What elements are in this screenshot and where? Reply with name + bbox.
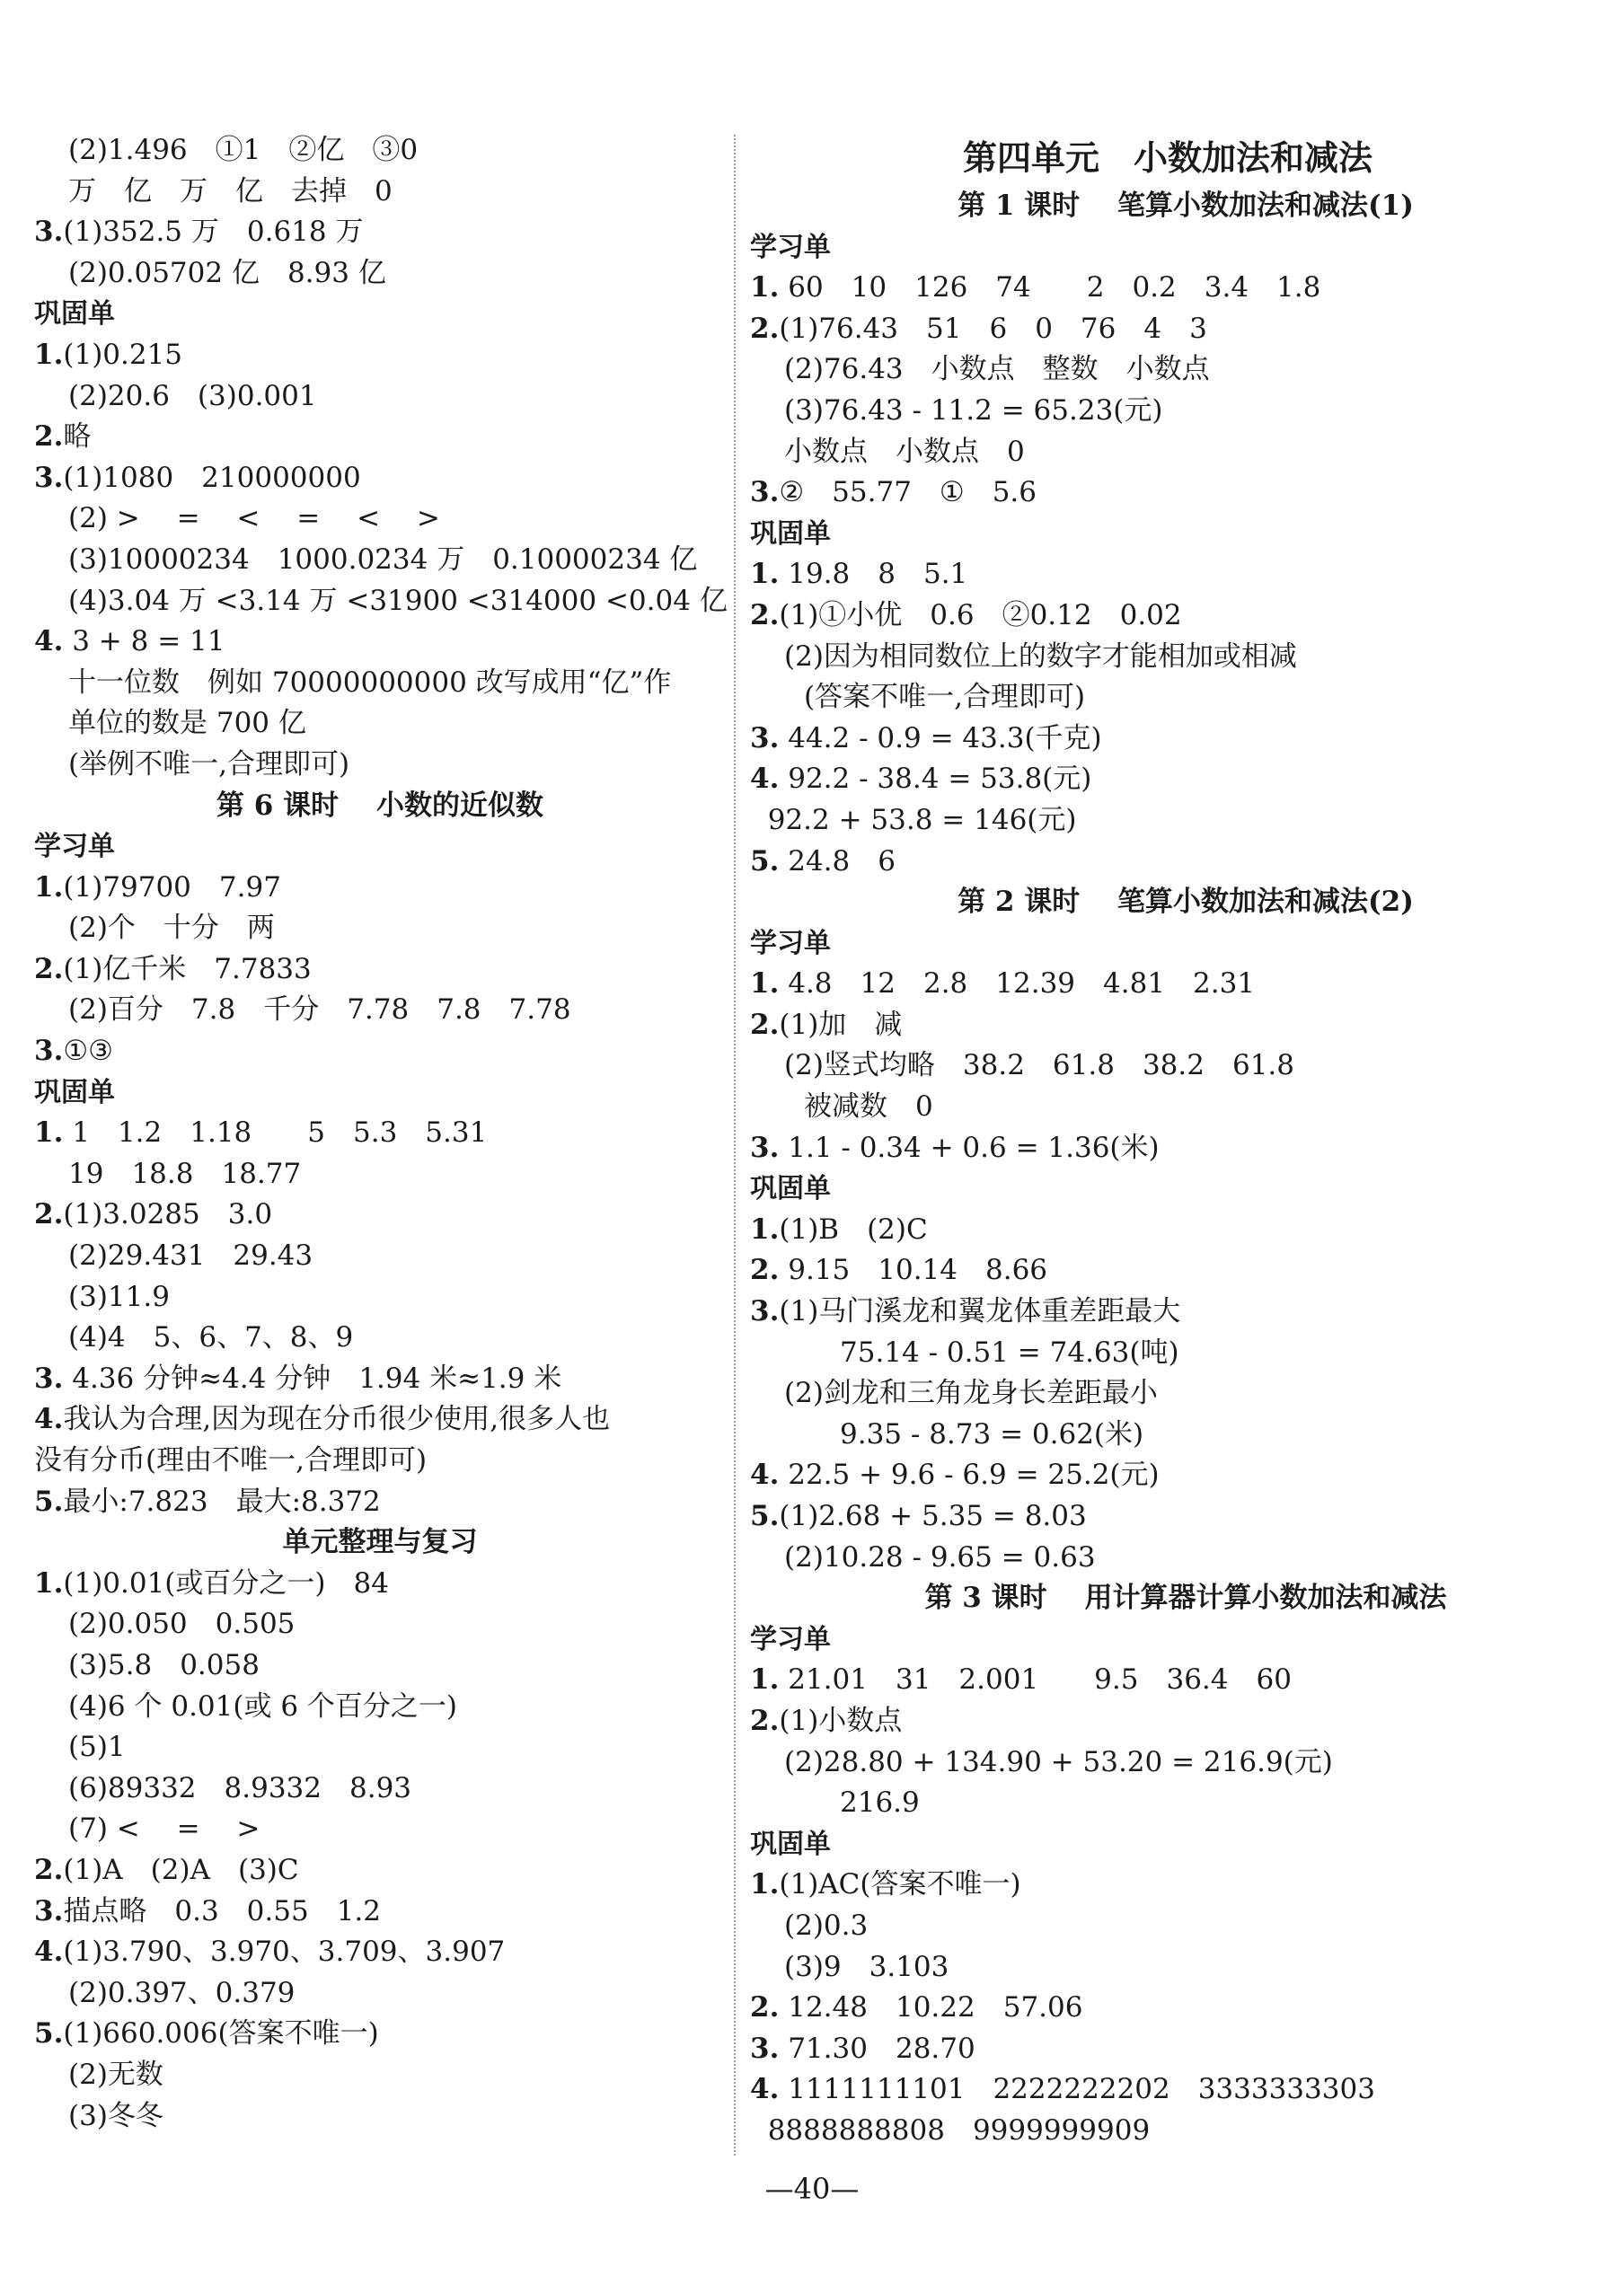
answer-line: (2)0.397、0.379: [68, 1976, 296, 2009]
answer-item: [750, 1660, 1585, 1701]
item-number: 4.: [750, 2073, 780, 2106]
answer-item: [34, 1932, 726, 1973]
lesson-title: 第 2 课时 笔算小数加法和减法(2): [958, 886, 1414, 919]
answer-line: 75.14 - 0.51 = 74.63(吨): [840, 1336, 1179, 1369]
item-text: 92.2 - 38.4 = 53.8(元): [779, 763, 1092, 796]
item-number: 5.: [750, 1500, 780, 1532]
item-number: 4.: [34, 1403, 64, 1436]
item-text: 4.8 12 2.8 12.39 4.81 2.31: [779, 967, 1256, 1001]
lesson-title: 第 3 课时 用计算器计算小数加法和减法: [924, 1582, 1447, 1615]
answer-item: [750, 1865, 1585, 1906]
left-column: [34, 130, 726, 2137]
item-text: 最小:7.823 最大:8.372: [63, 1485, 381, 1518]
answer-item: [34, 1850, 726, 1892]
answer-item: [750, 2069, 1585, 2111]
answer-line: 小数点 小数点 0: [784, 435, 1025, 468]
answer-line: (3)11.9: [68, 1280, 170, 1313]
answer-item: [750, 1455, 1585, 1496]
item-text: 4.36 分钟≈4.4 分钟 1.94 米≈1.9 米: [63, 1362, 562, 1395]
item-text: (1)①小优 0.6 ②0.12 0.02: [779, 598, 1182, 631]
answer-line: (2)1.496 ①1 ②亿 ③0: [68, 134, 419, 166]
item-text: 略: [63, 420, 92, 454]
item-number: 1.: [750, 1868, 780, 1901]
answer-line: 92.2 + 53.8 = 146(元): [750, 803, 1077, 836]
answer-line: 万 亿 万 亿 去掉 0: [68, 174, 393, 207]
answer-line: (2)0.05702 亿 8.93 亿: [68, 256, 386, 289]
answer-line: (2) > = < = < >: [68, 502, 440, 535]
answer-line: 十一位数 例如 70000000000 改写成用“亿”作: [68, 666, 672, 699]
answer-line: 被减数 0: [804, 1090, 933, 1124]
item-text: (1)3.0285 3.0: [63, 1198, 273, 1231]
item-text: 12.48 10.22 57.06: [779, 1991, 1083, 2024]
section-label: 学习单: [750, 231, 831, 263]
item-number: 3.: [750, 1295, 780, 1328]
answer-item: [750, 759, 1585, 800]
lesson-title: 第 1 课时 笔算小数加法和减法(1): [958, 190, 1414, 222]
right-column: [750, 130, 1585, 2152]
answer-item: [34, 212, 726, 253]
item-text: 我认为合理,因为现在分币很少使用,很多人也: [63, 1403, 611, 1436]
section-label: 巩固单: [750, 1828, 831, 1860]
answer-line: (2)0.3: [784, 1909, 869, 1942]
answer-line: (2)无数: [68, 2058, 163, 2091]
item-number: 2.: [34, 1198, 64, 1231]
answer-line: (2)10.28 - 9.65 = 0.63: [784, 1540, 1096, 1574]
answer-line: (6)89332 8.9332 8.93: [68, 1771, 412, 1804]
answer-line: (4)4 5、6、7、8、9: [68, 1321, 354, 1354]
answer-line: (4)6 个 0.01(或 6 个百分之一): [68, 1689, 457, 1723]
answer-item: [34, 1564, 726, 1605]
answer-item: [750, 1496, 1585, 1538]
answer-line: (3)冬冬: [68, 2099, 163, 2132]
item-number: 1.: [750, 1213, 780, 1246]
item-text: 1 1.2 1.18 5 5.3 5.31: [63, 1116, 488, 1150]
item-text: 60 10 126 74 2 0.2 3.4 1.8: [779, 271, 1321, 304]
item-text: (1)0.01(或百分之一) 84: [63, 1566, 389, 1600]
item-text: (1)660.006(答案不唯一): [63, 2017, 379, 2050]
answer-line: (7) < = >: [68, 1812, 260, 1846]
answer-line: (2)个 十分 两: [68, 912, 275, 945]
item-number: 2.: [750, 1008, 780, 1041]
item-text: 44.2 - 0.9 = 43.3(千克): [779, 721, 1102, 754]
answer-item: [750, 554, 1585, 595]
item-number: 4.: [34, 1936, 64, 1969]
item-text: 19.8 8 5.1: [779, 558, 968, 591]
item-number: 2.: [750, 1704, 780, 1737]
item-text: 描点略 0.3 0.55 1.2: [63, 1894, 381, 1927]
item-number: 5.: [34, 2017, 64, 2050]
item-number: 1.: [34, 1566, 64, 1600]
answer-item: [750, 2029, 1585, 2070]
answer-line: (2)因为相同数位上的数字才能相加或相减: [784, 639, 1297, 673]
item-number: 2.: [34, 420, 64, 454]
answer-item: [750, 842, 1585, 883]
item-number: 1.: [750, 967, 780, 1001]
item-number: 2.: [750, 1991, 780, 2024]
answer-line: (2)29.431 29.43: [68, 1239, 313, 1273]
item-text: 21.01 31 2.001 9.5 36.4 60: [779, 1663, 1292, 1697]
answer-line: 8888888808 9999999909: [750, 2113, 1151, 2147]
lesson-title: 第 6 课时 小数的近似数: [216, 789, 543, 822]
answer-item: [34, 1195, 726, 1236]
answer-item: [34, 1359, 726, 1400]
item-text: 71.30 28.70: [779, 2032, 975, 2065]
answer-item: [34, 868, 726, 909]
item-text: (1)B (2)C: [779, 1213, 928, 1246]
item-number: 3.: [34, 216, 64, 249]
answer-item: [34, 335, 726, 376]
item-number: 2.: [750, 312, 780, 345]
item-number: 3.: [750, 721, 780, 754]
answer-item: [750, 1210, 1585, 1251]
item-number: 3.: [750, 2032, 780, 2065]
answer-line: (2)76.43 小数点 整数 小数点: [784, 353, 1210, 386]
answer-item: [750, 1250, 1585, 1292]
answer-item: [750, 1005, 1585, 1046]
answer-item: [34, 1113, 726, 1154]
answer-item: [750, 964, 1585, 1005]
answer-line: 单位的数是 700 亿: [68, 707, 306, 740]
item-number: 4.: [750, 1459, 780, 1492]
answer-item: [750, 268, 1585, 309]
answer-item: [750, 595, 1585, 637]
item-number: 1.: [34, 870, 64, 904]
section-label: 巩固单: [750, 517, 831, 550]
answer-item: [34, 1399, 726, 1441]
item-number: 3.: [750, 1131, 780, 1164]
item-number: 2.: [750, 598, 780, 631]
item-text: (1)AC(答案不唯一): [779, 1868, 1021, 1901]
item-number: 3.: [34, 1362, 64, 1395]
answer-item: [34, 949, 726, 991]
item-text: (1)2.68 + 5.35 = 8.03: [779, 1500, 1087, 1532]
answer-item: [34, 458, 726, 499]
answer-line: 没有分币(理由不唯一,合理即可): [34, 1444, 428, 1477]
answer-item: [750, 719, 1585, 760]
item-number: 3.: [34, 1035, 64, 1068]
item-number: 4.: [34, 625, 64, 658]
answer-line: (2)竖式均略 38.2 61.8 38.2 61.8: [784, 1049, 1295, 1082]
answer-item: [34, 1892, 726, 1933]
item-number: 1.: [750, 558, 780, 591]
item-text: (1)1080 210000000: [63, 461, 361, 494]
item-text: (1)马门溪龙和翼龙体重差距最大: [779, 1295, 1181, 1328]
answer-item: [750, 1701, 1585, 1742]
answer-line: (2)剑龙和三角龙身长差距最小: [784, 1377, 1158, 1410]
answer-line: (举例不唯一,合理即可): [68, 747, 350, 781]
item-text: ①③: [63, 1035, 113, 1068]
answer-line: (3)9 3.103: [784, 1950, 949, 1983]
item-text: (1)352.5 万 0.618 万: [63, 216, 364, 249]
item-text: (1)亿千米 7.7833: [63, 952, 312, 985]
item-number: 2.: [750, 1254, 780, 1287]
item-number: 5.: [750, 844, 780, 878]
section-label: 巩固单: [750, 1173, 831, 1205]
answer-item: [750, 472, 1585, 514]
item-text: (1)76.43 51 6 0 76 4 3: [779, 312, 1207, 345]
answer-item: [34, 1031, 726, 1072]
answer-line: (2)0.050 0.505: [68, 1608, 296, 1641]
answer-line: (答案不唯一,合理即可): [804, 681, 1086, 714]
item-text: 24.8 6: [779, 844, 896, 878]
answer-item: [34, 2014, 726, 2055]
item-text: 1111111101 2222222202 3333333303: [779, 2073, 1375, 2106]
lesson-title: 单元整理与复习: [282, 1526, 478, 1559]
item-text: (1)A (2)A (3)C: [63, 1853, 299, 1886]
answer-line: (5)1: [68, 1731, 126, 1764]
item-text: (1)小数点: [779, 1704, 903, 1737]
answer-item: [34, 622, 726, 663]
item-number: 1.: [34, 1116, 64, 1150]
item-number: 3.: [34, 1894, 64, 1927]
item-number: 1.: [34, 338, 64, 371]
section-label: 巩固单: [34, 298, 115, 331]
item-text: 3 + 8 = 11: [63, 625, 225, 658]
answer-item: [750, 1988, 1585, 2029]
answer-line: (3)10000234 1000.0234 万 0.10000234 亿: [68, 542, 698, 576]
item-text: 9.15 10.14 8.66: [779, 1254, 1048, 1287]
answer-line: 19 18.8 18.77: [68, 1157, 302, 1190]
section-label: 巩固单: [34, 1076, 115, 1108]
item-number: 2.: [34, 1853, 64, 1886]
item-number: 4.: [750, 763, 780, 796]
answer-item: [750, 1292, 1585, 1333]
item-number: 1.: [750, 1663, 780, 1697]
unit-title: 第四单元 小数加法和减法: [962, 137, 1372, 178]
answer-item: [34, 1482, 726, 1523]
item-number: 1.: [750, 271, 780, 304]
answer-line: (3)5.8 0.058: [68, 1648, 260, 1681]
item-number: 2.: [34, 952, 64, 985]
answer-line: 216.9: [840, 1786, 920, 1820]
item-text: (1)79700 7.97: [63, 870, 281, 904]
item-number: 5.: [34, 1485, 64, 1518]
answer-line: 9.35 - 8.73 = 0.62(米): [840, 1417, 1144, 1451]
answer-line: (3)76.43 - 11.2 = 65.23(元): [784, 393, 1163, 427]
item-number: 3.: [34, 461, 64, 494]
section-label: 学习单: [34, 831, 115, 863]
section-label: 学习单: [750, 1623, 831, 1655]
answer-line: (2)20.6 (3)0.001: [68, 379, 317, 412]
item-text: (1)加 减: [779, 1008, 903, 1041]
column-divider: [734, 135, 736, 2156]
answer-item: [34, 417, 726, 458]
answer-item: [750, 309, 1585, 350]
section-label: 学习单: [750, 927, 831, 959]
item-text: ② 55.77 ① 5.6: [779, 476, 1037, 509]
item-number: 3.: [750, 476, 780, 509]
item-text: (1)0.215: [63, 338, 183, 371]
answer-line: (2)百分 7.8 千分 7.78 7.8 7.78: [68, 993, 571, 1027]
answer-item: [750, 1128, 1585, 1169]
item-text: 1.1 - 0.34 + 0.6 = 1.36(米): [779, 1131, 1160, 1164]
page-number: —40—: [764, 2172, 860, 2206]
answer-line: (4)3.04 万 <3.14 万 <31900 <314000 <0.04 亿: [68, 584, 728, 617]
item-text: 22.5 + 9.6 - 6.9 = 25.2(元): [779, 1459, 1160, 1492]
answer-line: (2)28.80 + 134.90 + 53.20 = 216.9(元): [784, 1745, 1333, 1778]
item-text: (1)3.790、3.970、3.709、3.907: [63, 1936, 506, 1969]
